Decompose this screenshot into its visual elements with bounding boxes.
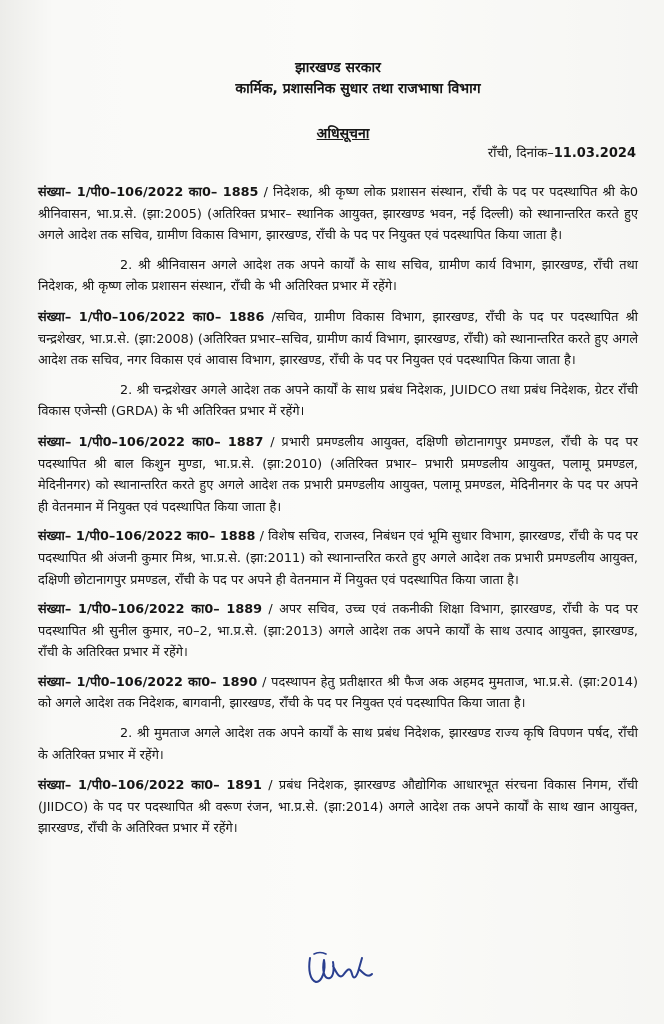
order-text: / प्रबंध निदेशक, झारखण्ड औद्योगिक आधारभूत संरचना विकास निगम, राँची (JIIDCO) के पद पर पदस्थापित श्री वरूण रंजन, भा.प्र.से. (झा:2014) अगले आदेश तक अपने कार्यों के साथ खान आयुक्त, झारखण्ड, राँची के अतिरिक्त प्रभार में रहेंगे। — [38, 778, 638, 837]
dateline-date: 11.03.2024 — [553, 146, 636, 161]
order-1889 — [38, 599, 638, 664]
order-text: / पदस्थापन हेतु प्रतीक्षारत श्री फैज अक अहमद मुमताज, भा.प्र.से. (झा:2014) को अगले आदेश तक निदेशक, बागवानी, झारखण्ड, राँची के पद पर नियुक्त एवं पदस्थापित किया जाता है। — [38, 674, 638, 712]
order-text: / निदेशक, श्री कृष्ण लोक प्रशासन संस्थान, राँची के पद पर पदस्थापित श्री के0 श्रीनिवासन, भा.प्र.से. (झा:2005) (अतिरिक्त प्रभार– स्थानिक आयुक्त, झारखण्ड भवन, नई दिल्ली) को स्थानान्तरित करते हुए अगले आदेश तक सचिव, ग्रामीण विकास विभाग, झारखण्ड, राँची के पद पर नियुक्त एवं पदस्थापित किया जाता है। — [38, 185, 638, 244]
order-1890-note: 2. श्री मुमताज अगले आदेश तक अपने कार्यों के साथ प्रबंध निदेशक, झारखण्ड राज्य कृषि विपणन पर्षद, राँची के अतिरिक्त प्रभार में रहेंगे। — [38, 726, 638, 763]
order-ref: संख्या– 1/पी0–106/2022 का0– 1888 — [38, 529, 256, 545]
dateline-place: राँची, दिनांक– — [487, 146, 554, 161]
order-1890 — [38, 672, 638, 715]
order-ref: संख्या– 1/पी0–106/2022 का0– 1889 — [38, 602, 263, 618]
order-1887 — [38, 432, 638, 518]
order-1885-note: 2. श्री श्रीनिवासन अगले आदेश तक अपने कार्यों के साथ सचिव, ग्रामीण कार्य विभाग, झारखण्ड, राँची तथा निदेशक, श्री कृष्ण लोक प्रशासन संस्थान, राँची के भी अतिरिक्त प्रभार में रहेंगे। — [38, 257, 638, 295]
dateline — [38, 144, 636, 164]
order-text: / अपर सचिव, उच्च एवं तकनीकी शिक्षा विभाग, झारखण्ड, राँची के पद पर पदस्थापित श्री सुनील कुमार, न0–2, भा.प्र.से. (झा:2013) अगले आदेश तक अपने कार्यों के साथ उत्पाद आयुक्त, झारखण्ड, राँची के अतिरिक्त प्रभार में रहेंगे। — [38, 602, 638, 661]
order-ref: संख्या– 1/पी0–106/2022 का0– 1887 — [38, 434, 264, 450]
order-1885 — [38, 182, 638, 247]
signature — [300, 944, 380, 992]
order-1886-note: 2. श्री चन्द्रशेखर अगले आदेश तक अपने कार्यों के साथ प्रबंध निदेशक, JUIDCO तथा प्रबंध निदेशक, ग्रेटर राँची विकास एजेन्सी (GRDA) के भी अतिरिक्त प्रभार में रहेंगे। — [38, 382, 638, 420]
order-1886 — [38, 307, 638, 372]
order-ref: संख्या– 1/पी0–106/2022 का0– 1891 — [38, 778, 262, 794]
order-ref: संख्या– 1/पी0–106/2022 का0– 1885 — [38, 185, 259, 200]
order-text: / विशेष सचिव, राजस्व, निबंधन एवं भूमि सुधार विभाग, झारखण्ड, राँची के पद पर पदस्थापित श्री अंजनी कुमार मिश्र, भा.प्र.से. (झा:2011) को स्थानान्तरित करते हुए अगले आदेश तक प्रभारी प्रमण्डलीय आयुक्त, दक्षिणी छोटानागपुर प्रमण्डल, राँची के पद पर अपने ही वेतनमान में नियुक्त एवं पदस्थापित किया जाता है। — [38, 529, 639, 588]
order-1891 — [38, 775, 638, 840]
order-ref: संख्या– 1/पी0–106/2022 का0– 1886 — [38, 309, 265, 325]
order-text: / प्रभारी प्रमण्डलीय आयुक्त, दक्षिणी छोटानागपुर प्रमण्डल, राँची के पद पर पदस्थापित श्री बाल किशुन मुण्डा, भा.प्र.से. (झा:2010) (अतिरिक्त प्रभार– प्रभारी प्रमण्डलीय आयुक्त, पलामू प्रमण्डल, मेदिनीनगर) को स्थानान्तरित करते हुए अगले आदेश तक प्रभारी प्रमण्डलीय आयुक्त, पलामू प्रमण्डल, मेदिनीनगर के पद पर अपने ही वेतनमान में नियुक्त एवं पदस्थापित किया जाता है। — [38, 434, 639, 515]
order-ref: संख्या– 1/पी0–106/2022 का0– 1890 — [38, 674, 258, 690]
government-heading: झारखण्ड सरकार — [295, 60, 381, 76]
orders-list — [38, 182, 638, 840]
notification-title: अधिसूचना — [316, 126, 370, 142]
order-text: /सचिव, ग्रामीण विकास विभाग, झारखण्ड, राँची के पद पर पदस्थापित श्री चन्द्रशेखर, भा.प्र.से. (झा:2008) (अतिरिक्त प्रभार–सचिव, ग्रामीण कार्य विभाग, झारखण्ड, राँची) को स्थानान्तरित करते हुए अगले आदेश तक सचिव, नगर विकास एवं आवास विभाग, झारखण्ड, राँची के पद पर नियुक्त एवं पदस्थापित किया जाता है। — [38, 309, 638, 369]
department-heading: कार्मिक, प्रशासनिक सुधार तथा राजभाषा विभाग — [235, 81, 481, 97]
order-1888 — [38, 526, 638, 591]
